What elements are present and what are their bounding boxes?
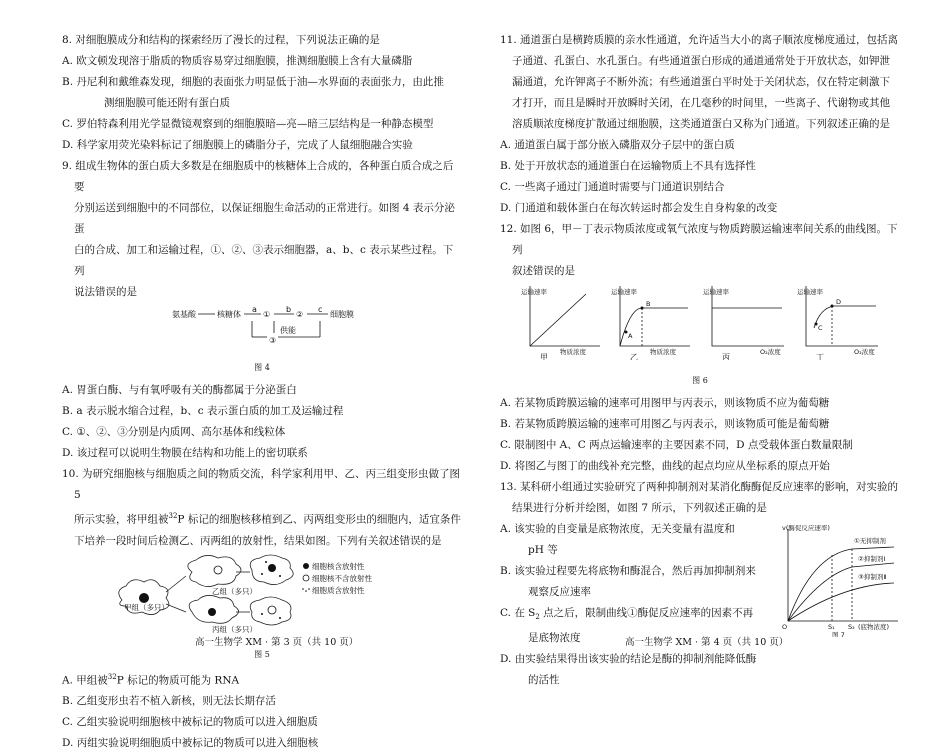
q12-stem-2: 叙述错误的是	[512, 265, 575, 277]
q13-option-c-cont: 是底物浓度	[528, 632, 581, 645]
fig5-group-bing: 丙组（多只）	[212, 624, 257, 634]
q8-option-b-cont: 测细胞膜可能还附有蛋白质	[104, 97, 230, 109]
q11-option-c[interactable]: C. 一些离子通过门通道时需要与门通道识别结合	[500, 181, 725, 193]
q13-option-c-1: C. 在 S	[500, 607, 536, 619]
q13-option-b-cont: 观察反应速率	[528, 586, 591, 598]
figure-4-diagram	[62, 303, 462, 347]
fig4-cell-membrane: 细胞膜	[330, 310, 354, 319]
question-8	[62, 30, 462, 156]
q13-option-d[interactable]: D. 由实验结果得出该实验的结论是酶的抑制剂能降低酶	[500, 653, 757, 666]
q13-stem-2: 结果进行分析并绘图，如图 7 所示，下列叙述正确的是	[512, 502, 767, 514]
q10-option-d[interactable]: D. 丙组实验说明细胞质中被标记的物质可以进入细胞核	[62, 737, 319, 749]
q10-option-a-2: P 标记的物质可能为 RNA	[116, 674, 240, 686]
graph-jia-curve	[530, 294, 586, 346]
fig7-curve-1-label: ①无抑制剂	[854, 537, 886, 545]
q8-option-c[interactable]: C. 罗伯特森利用光学显微镜观察到的细胞膜暗—亮—暗三层结构是一种静态模型	[62, 118, 434, 130]
fig7-curve-2-label: ②抑制剂Ⅰ	[858, 555, 886, 563]
q8-option-a[interactable]: A. 欧文顿发现溶于脂质的物质容易穿过细胞膜，推测细胞膜上含有大量磷脂	[62, 55, 413, 67]
q13-option-a[interactable]: A. 该实验的自变量是底物浓度，无关变量有温度和	[500, 523, 735, 535]
graph-yi-curve	[620, 308, 688, 346]
q11-option-b[interactable]: B. 处于开放状态的通道蛋白在运输物质上不具有选择性	[500, 160, 756, 172]
q10-option-b[interactable]: B. 乙组变形虫若不植入新核，则无法长期存活	[62, 695, 276, 707]
question-10	[62, 464, 462, 754]
graph-panel-ding: 丁	[816, 353, 824, 360]
q9-option-b[interactable]: B. a 表示脱水缩合过程，b、c 表示蛋白质的加工及运输过程	[62, 405, 344, 417]
q11-line-1: 11. 通道蛋白是横跨质膜的亲水性通道，允许适当大小的离子顺浓度梯度通过，包括离	[500, 34, 899, 46]
q8-option-d[interactable]: D. 科学家用荧光染料标记了细胞膜上的磷脂分子，完成了人鼠细胞融合实验	[62, 139, 413, 151]
figure-6-caption: 图 6	[692, 376, 708, 385]
q10-stem-3: 下培养一段时间后检测乙、丙两组的放射性，结果如图。下列有关叙述错误的是	[74, 534, 442, 547]
q13-option-c-sub: 2	[535, 613, 540, 622]
q9-stem-3: 白的合成、加工和运输过程，①、②、③表示细胞器，a、b、c 表示某些过程。下列	[74, 244, 454, 277]
fig4-label-a: a	[252, 305, 257, 314]
q13-option-d-cont: 的活性	[528, 674, 560, 687]
q10-stem-2b: P 标记的细胞核移植到乙、丙两组变形虫的细胞内，适宜条件	[177, 513, 461, 526]
question-12	[500, 219, 900, 477]
fig7-curve-3-label: ③抑制剂Ⅱ	[858, 573, 887, 581]
q13-option-c[interactable]	[500, 603, 770, 628]
fig5-legend-2: 细胞核不含放射性	[312, 573, 372, 583]
q11-line-5: 溶质顺浓度梯度扩散通过细胞膜，这类通道蛋白又称为门通道。下列叙述正确的是	[512, 118, 890, 130]
fig4-label-c: c	[318, 305, 323, 314]
q9-stem-2: 分别运送到细胞中的不同部位，以保证细胞生命活动的正常进行。如图 4 表示分泌蛋	[74, 202, 455, 235]
fig4-organelle-3: ③	[269, 336, 277, 345]
graph-panel-jia: 甲	[540, 353, 548, 360]
page-4-footer: 高一生物学 XM · 第 4 页（共 10 页）	[625, 637, 789, 648]
fig7-curve-3	[788, 583, 894, 621]
q8-stem: 8. 对细胞膜成分和结构的探索经历了漫长的过程，下列说法正确的是	[62, 34, 380, 46]
q9-stem-1: 9. 组成生物体的蛋白质大多数是在细胞质中的核糖体上合成的，各种蛋白质合成之后要	[62, 160, 454, 193]
fig4-organelle-2: ②	[296, 310, 304, 319]
q8-option-b[interactable]: B. 丹尼利和戴维森发现，细胞的表面张力明显低于油—水界面的表面张力，由此推	[62, 76, 444, 88]
q10-stem-2	[62, 506, 462, 531]
q10-option-c[interactable]: C. 乙组实验说明细胞核中被标记的物质可以进入细胞质	[62, 716, 318, 728]
figure-5-diagram	[62, 552, 462, 634]
q11-option-a[interactable]: A. 通道蛋白属于部分嵌入磷脂双分子层中的蛋白质	[500, 139, 735, 151]
figure-5-caption: 图 5	[254, 649, 270, 659]
graph-panel-yi: 乙	[630, 353, 638, 360]
q10-option-a-1: A. 甲组被	[62, 674, 108, 686]
q11-option-d[interactable]: D. 门通道和载体蛋白在每次转运时都会发生自身构象的改变	[500, 202, 778, 214]
q9-option-c[interactable]: C. ①、②、③分别是内质网、高尔基体和线粒体	[62, 426, 286, 438]
fig4-label-b: b	[286, 305, 292, 314]
figure-6-graphs	[500, 282, 900, 360]
fig5-group-jia: 甲组（多只）	[124, 602, 169, 612]
graph-yi-ylabel: 运输速率	[611, 288, 637, 296]
fig7-origin: O	[782, 623, 788, 631]
fig7-s2: S₂	[848, 623, 855, 631]
graph-jia-xlabel: 物质浓度	[560, 348, 586, 356]
fig7-s1: S₁	[828, 623, 835, 631]
q10-stem-2a: 所示实验，将甲组被	[74, 513, 169, 526]
fig7-xlabel: (底物浓度)	[858, 623, 890, 631]
graph-bing-ylabel: 运输速率	[703, 288, 729, 296]
q12-option-d[interactable]: D. 将图乙与图丁的曲线补充完整，曲线的起点均应从坐标系的原点开始	[500, 460, 830, 472]
fig4-ribosome: 核糖体	[217, 310, 241, 319]
fig4-energy-supply: 供能	[280, 326, 296, 335]
figure-4-caption: 图 4	[254, 363, 270, 372]
q9-option-d[interactable]: D. 该过程可以说明生物膜在结构和功能上的密切联系	[62, 447, 308, 459]
fig5-legend-1: 细胞核含放射性	[312, 561, 365, 571]
graph-panel-bing: 丙	[722, 353, 730, 360]
q12-stem-1: 12. 如图 6，甲－丁表示物质浓度或氧气浓度与物质跨膜运输速率间关系的曲线图。下列	[500, 223, 898, 256]
q13-option-b[interactable]: B. 该实验过程要先将底物和酶混合，然后再加抑制剂来	[500, 565, 756, 577]
q11-line-2: 子通道、孔蛋白、水孔蛋白。有些通道蛋白形成的通道通常处于开放状态，如钾泄	[512, 55, 890, 67]
q13-option-a-cont: pH 等	[528, 544, 558, 556]
graph-point-c: C	[818, 324, 823, 332]
question-13	[500, 477, 900, 691]
q11-line-3: 漏通道，允许钾离子不断外流；有些通道蛋白平时处于关闭状态，仅在特定刺激下	[512, 76, 890, 88]
graph-yi-xlabel: 物质浓度	[650, 348, 676, 356]
q11-line-4: 才打开，而且是瞬时开放瞬时关闭，在几毫秒的时间里，一些离子、代谢物或其他	[512, 97, 890, 109]
fig7-curve-2	[788, 563, 894, 621]
q10-stem-2sup: 32	[168, 512, 178, 520]
fig4-amino-acid: 氨基酸	[172, 310, 196, 319]
graph-ding-curve	[814, 306, 876, 328]
graph-jia-ylabel: 运输速率	[521, 288, 547, 296]
q12-option-b[interactable]: B. 若某物质跨膜运输的速率可用图乙与丙表示，则该物质可能是葡萄糖	[500, 418, 830, 430]
fig5-group-yi: 乙组（多只）	[212, 586, 257, 596]
graph-point-a: A	[628, 332, 633, 340]
q13-stem-1: 13. 某科研小组通过实验研究了两种抑制剂对某消化酶酶促反应速率的影响，对实验的	[500, 481, 899, 493]
q9-option-a[interactable]: A. 胃蛋白酶、与有氧呼吸有关的酶都属于分泌蛋白	[62, 384, 297, 396]
page-4-column	[500, 30, 900, 691]
q10-stem-1: 10. 为研究细胞核与细胞质之间的物质交流，科学家利用甲、乙、丙三组变形虫做了图 5	[62, 468, 461, 501]
graph-ding-xlabel: O₂浓度	[854, 348, 875, 356]
fig5-legend-3: 细胞质含放射性	[312, 585, 365, 595]
question-11	[500, 30, 900, 219]
fig5-amoeba-bing-2	[250, 597, 291, 625]
figure-7-caption: 图 7	[832, 631, 845, 637]
graph-point-d: D	[836, 298, 842, 306]
question-9	[62, 156, 462, 464]
q13-option-c-2: 点之后，限制曲线①酶促反应速率的因素不再	[539, 607, 754, 619]
graph-ding-ylabel: 运输速率	[797, 288, 823, 296]
graph-point-b: B	[646, 300, 651, 308]
fig4-organelle-1: ①	[263, 310, 271, 319]
q12-option-c[interactable]: C. 限制图中 A、C 两点运输速率的主要因素不同，D 点受载体蛋白数量限制	[500, 439, 853, 451]
q12-option-a[interactable]: A. 若某物质跨膜运输的速率可用图甲与丙表示，则该物质不应为葡萄糖	[500, 397, 830, 409]
q10-option-a-sup: 32	[107, 672, 117, 681]
page-3-footer: 高一生物学 XM · 第 3 页（共 10 页）	[195, 637, 359, 648]
fig7-ylabel: v(酶促反应速率)	[782, 525, 830, 532]
q10-option-a[interactable]	[62, 667, 462, 692]
q9-stem-4: 说法错误的是	[74, 286, 137, 298]
graph-bing-xlabel: O₂浓度	[760, 348, 781, 356]
figure-7-graph	[782, 525, 900, 637]
